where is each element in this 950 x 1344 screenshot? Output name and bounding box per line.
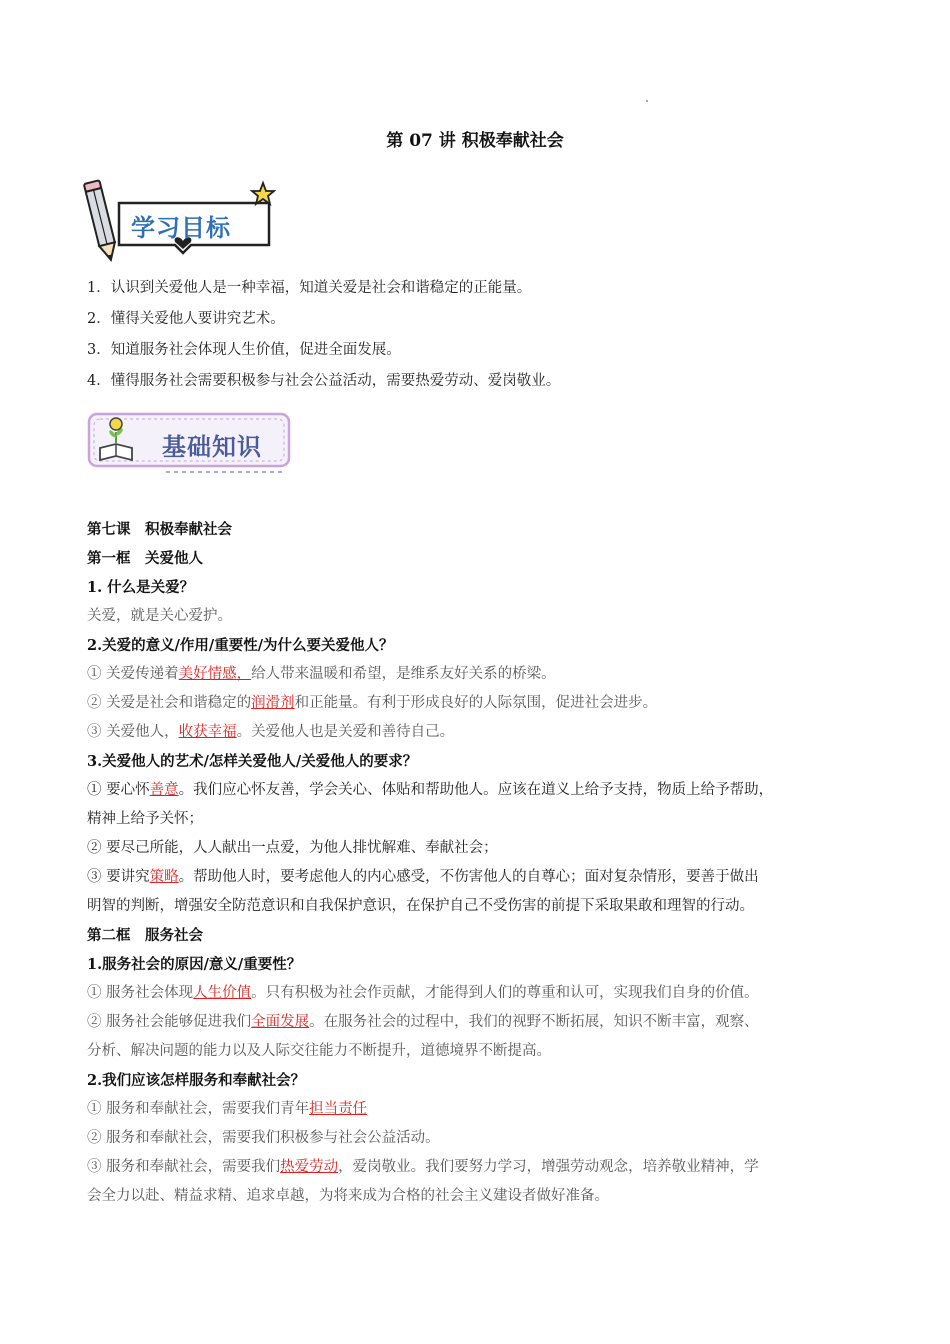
question-heading: 3.关爱他人的艺术/怎样关爱他人/关爱他人的要求？ [87,753,418,770]
point-item: ③ 服务和奉献社会，需要我们热爱劳动，爱岗敬业。我们要努力学习，增强劳动观念，培养敬业精神，学 [87,1159,759,1175]
objective-item: 3．知道服务社会体现人生价值，促进全面发展。 [87,342,401,358]
question-heading: 1.服务社会的原因/意义/重要性？ [87,956,302,973]
point-item: ③ 关爱他人，收获幸福。关爱他人也是关爱和善待自己。 [87,724,455,740]
key-term: 收获幸福 [178,724,237,740]
lesson-heading: 第七课 积极奉献社会 [87,521,232,538]
knowledge-content [87,515,877,1211]
point-item: ② 关爱是社会和谐稳定的润滑剂和正能量。有利于形成良好的人际氛围，促进社会进步。 [87,695,658,711]
key-term: 担当责任 [309,1101,368,1117]
objectives-list [87,273,887,397]
key-term: 善意 [149,782,179,798]
point-item: ② 服务和奉献社会，需要我们积极参与社会公益活动。 [87,1130,440,1146]
point-item-continued: 精神上给予关怀； [87,811,203,827]
point-item-continued: 分析、解决问题的能力以及人际交往能力不断提升，道德境界不断提高。 [87,1043,551,1059]
key-term: 热爱劳动 [280,1159,339,1175]
objectives-badge [83,175,279,265]
section-heading: 第二框 服务社会 [87,927,203,944]
key-term: 全面发展 [251,1014,310,1030]
stray-dot [646,100,648,102]
point-item: ② 服务社会能够促进我们全面发展。在服务社会的过程中，我们的视野不断拓展，知识不断丰富，观察、 [87,1014,759,1030]
point-item: ① 关爱传递着美好情感，给人带来温暖和希望，是维系友好关系的桥梁。 [87,666,556,682]
knowledge-badge [86,410,292,480]
knowledge-badge-label: 基础知识 [162,433,262,461]
key-term: 润滑剂 [251,695,295,711]
point-item: ① 服务和奉献社会，需要我们青年担当责任 [87,1101,368,1117]
point-item: ① 要心怀善意。我们应心怀友善，学会关心、体贴和帮助他人。应该在道义上给予支持，物质上给予帮助， [87,782,774,798]
page-title: 第 07 讲 积极奉献社会 [386,131,564,151]
key-term: 人生价值 [193,985,252,1001]
answer-text: 关爱，就是关心爱护。 [87,608,232,624]
objective-item: 4．懂得服务社会需要积极参与社会公益活动，需要热爱劳动、爱岗敬业。 [87,373,561,389]
point-item: ① 服务社会体现人生价值。只有积极为社会作贡献，才能得到人们的尊重和认可，实现我们自身的价值。 [87,985,759,1001]
key-term: 策略 [149,869,179,885]
key-term: 美好情感， [178,666,252,682]
section-heading: 第一框 关爱他人 [87,550,203,567]
question-heading: 1. 什么是关爱？ [87,579,195,596]
question-heading: 2.关爱的意义/作用/重要性/为什么要关爱他人？ [87,637,394,654]
objective-item: 2．懂得关爱他人要讲究艺术。 [87,311,285,327]
point-item-continued: 会全力以赴、精益求精、追求卓越，为将来成为合格的社会主义建设者做好准备。 [87,1188,609,1204]
point-item-continued: 明智的判断，增强安全防范意识和自我保护意识，在保护自己不受伤害的前提下采取果敢和理智的行动。 [87,898,754,914]
point-item: ② 要尽己所能，人人献出一点爱，为他人排忧解难、奉献社会； [87,840,498,856]
point-item: ③ 要讲究策略。帮助他人时，要考虑他人的内心感受，不伤害他人的自尊心；面对复杂情形，要善于做出 [87,869,759,885]
objectives-badge-label: 学习目标 [131,214,231,242]
objective-item: 1．认识到关爱他人是一种幸福，知道关爱是社会和谐稳定的正能量。 [87,280,532,296]
question-heading: 2.我们应该怎样服务和奉献社会？ [87,1072,306,1089]
